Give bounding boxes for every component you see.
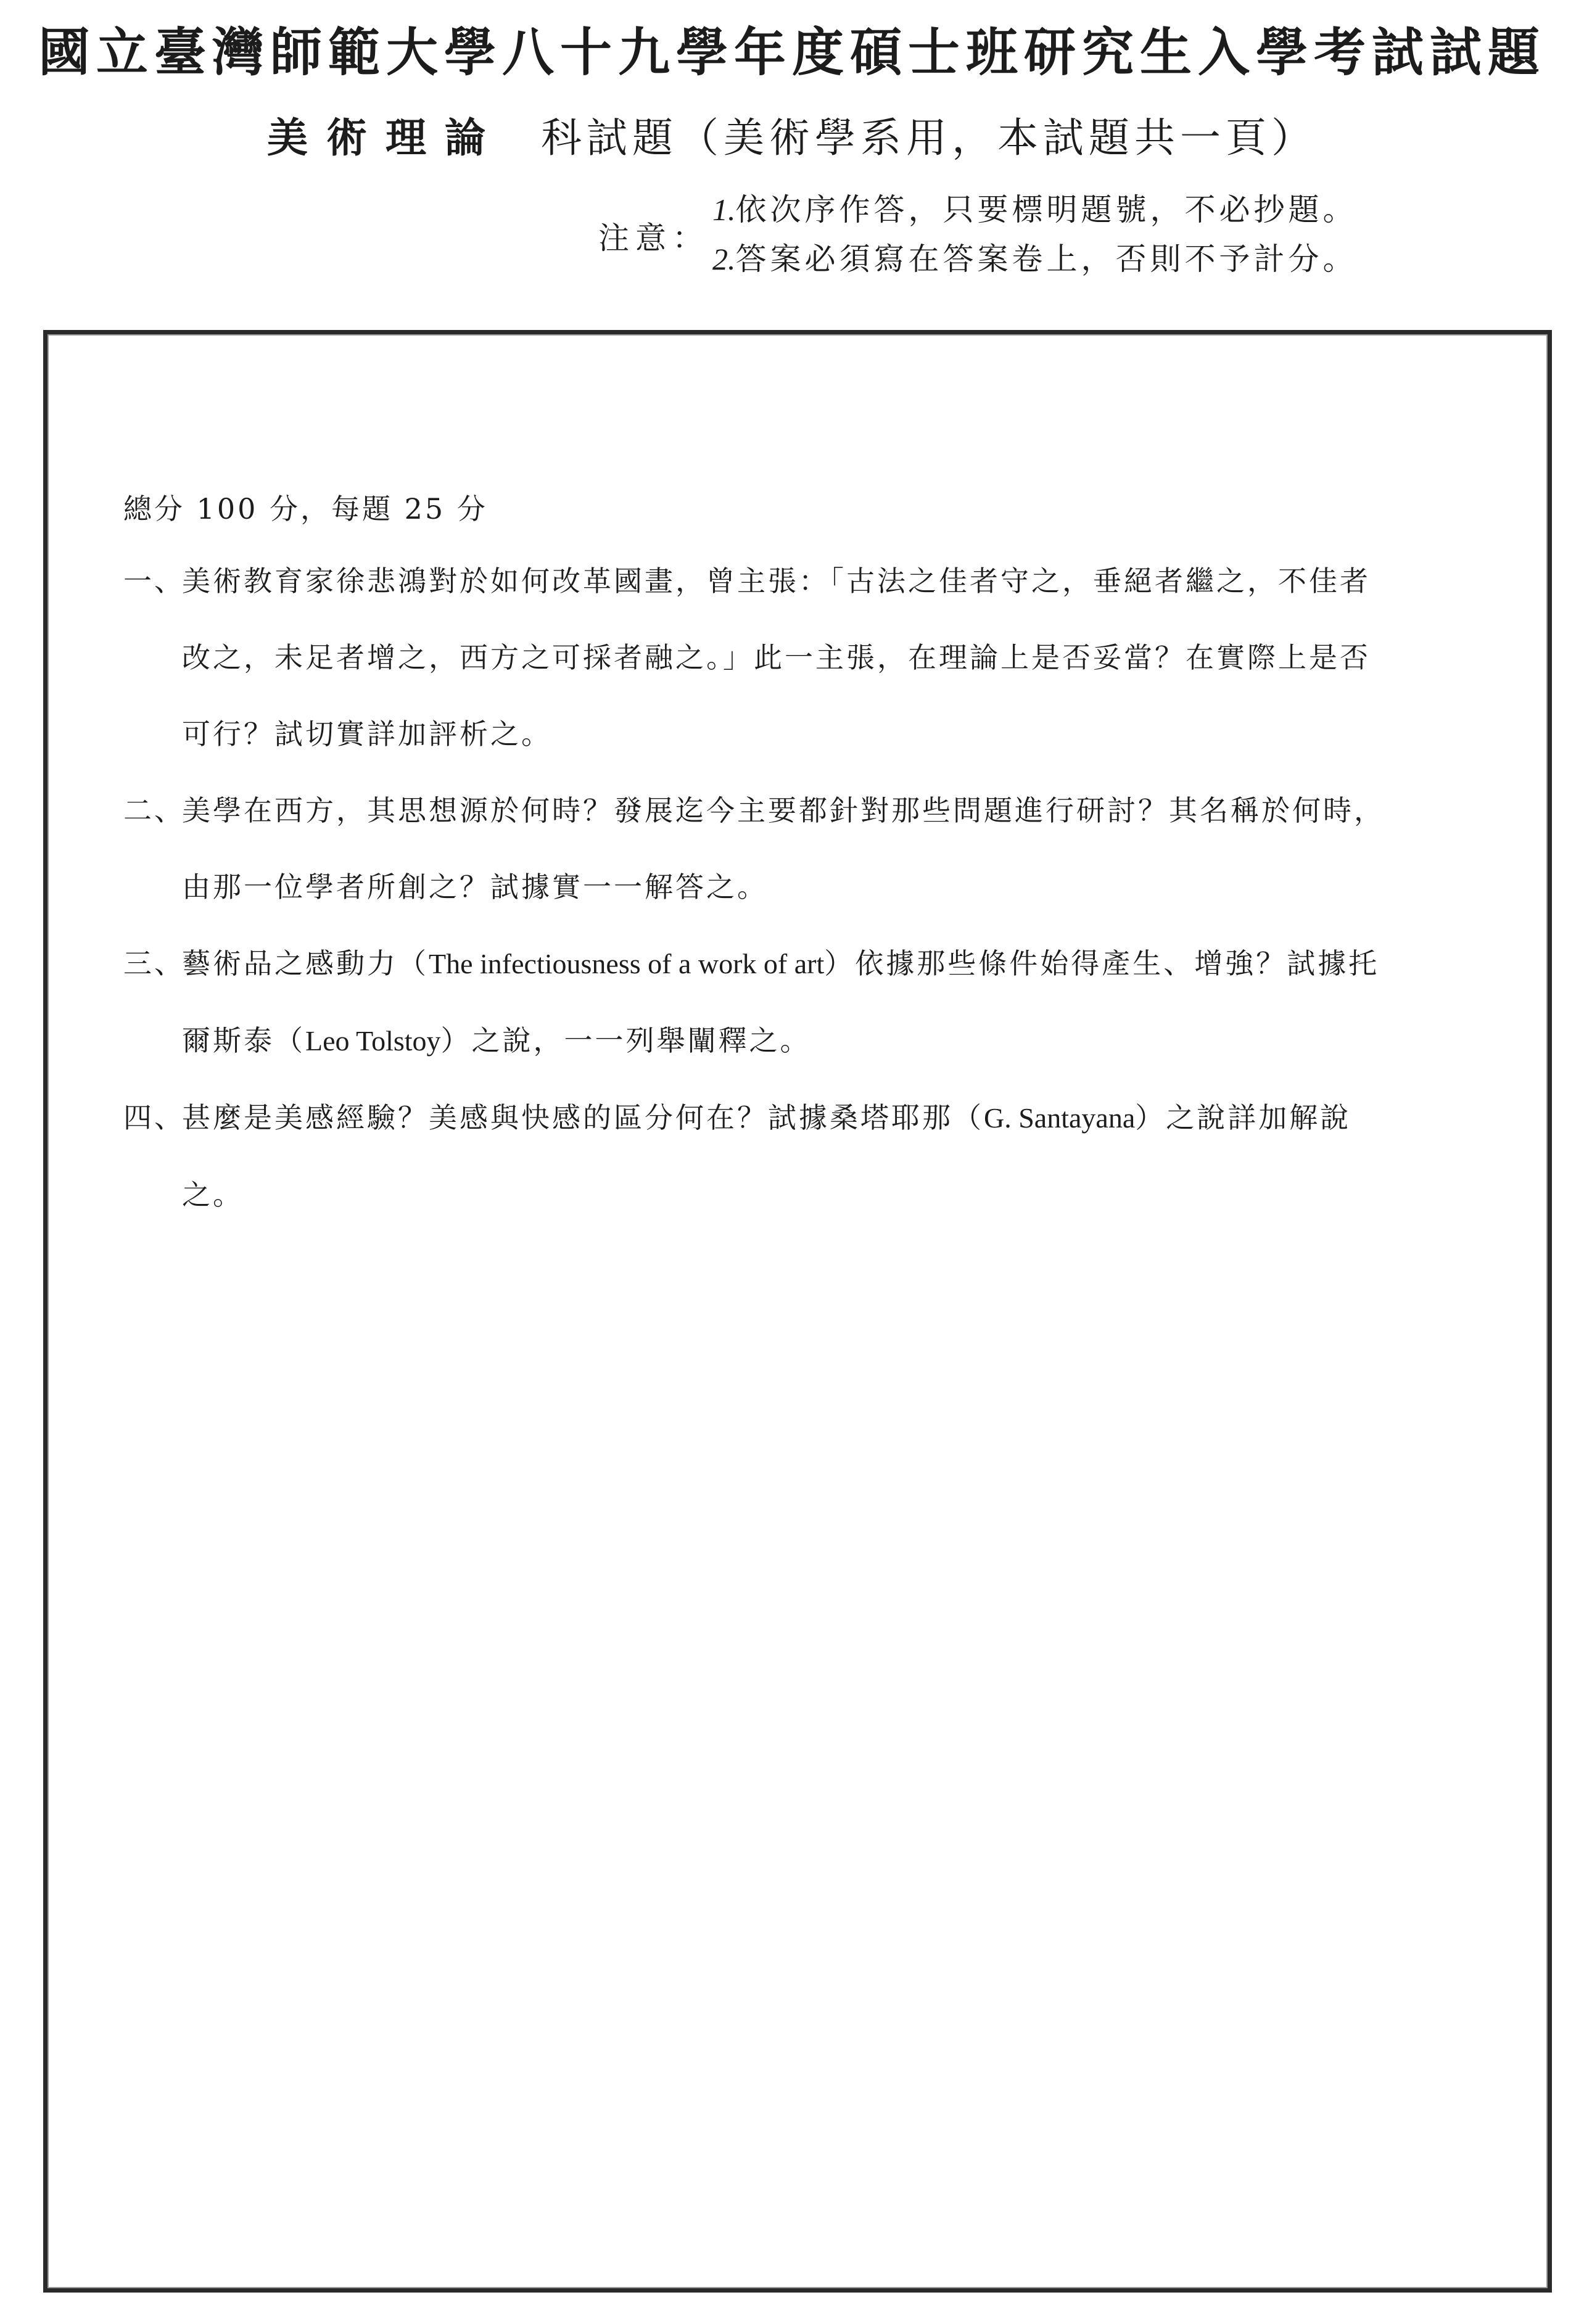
exam-title: 國立臺灣師範大學八十九學年度碩士班研究生入學考試試題 bbox=[38, 22, 1546, 83]
notice-list bbox=[712, 185, 1358, 284]
question-area bbox=[123, 475, 1394, 1233]
question-item bbox=[123, 1079, 1394, 1233]
notice-item bbox=[712, 234, 1358, 284]
score-total: 總分 100 分，每題 25 分 bbox=[123, 492, 488, 525]
question-text-part: 甚麼是美感經驗？美感與快感的區分何在？試據桑塔耶那（ bbox=[182, 1101, 984, 1134]
question-text-part: ）之說詳加解說之。 bbox=[182, 1101, 1351, 1211]
notice-item-number: 1. bbox=[712, 192, 736, 227]
question-item bbox=[123, 772, 1394, 925]
english-name: Leo Tolstoy bbox=[305, 1025, 441, 1057]
notice-label: 注意： bbox=[598, 220, 709, 256]
question-text: 美術教育家徐悲鴻對於如何改革國畫，曾主張：「古法之佳者守之，垂絕者繼之，不佳者改之，未足者增之，西方之可採者融之。」此一主張，在理論上是否妥當？在實際上是否可行？試切實詳加評析之。 bbox=[182, 564, 1371, 751]
question-text-part: ）依據那些條件始得產生、增強？試據托爾斯泰（ bbox=[182, 947, 1380, 1057]
question-text-part: 藝術品之感動力（ bbox=[182, 947, 429, 980]
question-number: 四、 bbox=[123, 1101, 185, 1134]
notice-item-text: 答案必須寫在答案卷上，否則不予計分。 bbox=[735, 241, 1358, 277]
exam-subtitle bbox=[0, 105, 1584, 163]
question-item bbox=[123, 925, 1394, 1079]
question-text-part: ）之說，一一列舉闡釋之。 bbox=[440, 1024, 811, 1057]
question-text: 美學在西方，其思想源於何時？發展迄今主要都針對那些問題進行研討？其名稱於何時，由那一位學者所創之？試據實一一解答之。 bbox=[182, 794, 1385, 904]
notice-item-text: 依次序作答，只要標明題號，不必抄題。 bbox=[735, 192, 1358, 228]
question-number: 一、 bbox=[123, 564, 185, 598]
notice-item bbox=[712, 185, 1358, 234]
subtitle-detail: 科試題（美術學系用，本試題共一頁） bbox=[541, 114, 1317, 162]
english-name: G. Santayana bbox=[984, 1102, 1136, 1134]
notice-item-number: 2. bbox=[712, 242, 736, 276]
question-number: 二、 bbox=[123, 794, 185, 827]
english-term: The infectiousness of a work of art bbox=[429, 948, 825, 979]
question-text bbox=[182, 1079, 1394, 1233]
question-number: 三、 bbox=[123, 947, 185, 980]
question-item bbox=[123, 543, 1394, 772]
subject-name: 美術理論 bbox=[267, 113, 504, 162]
question-text bbox=[182, 925, 1394, 1079]
